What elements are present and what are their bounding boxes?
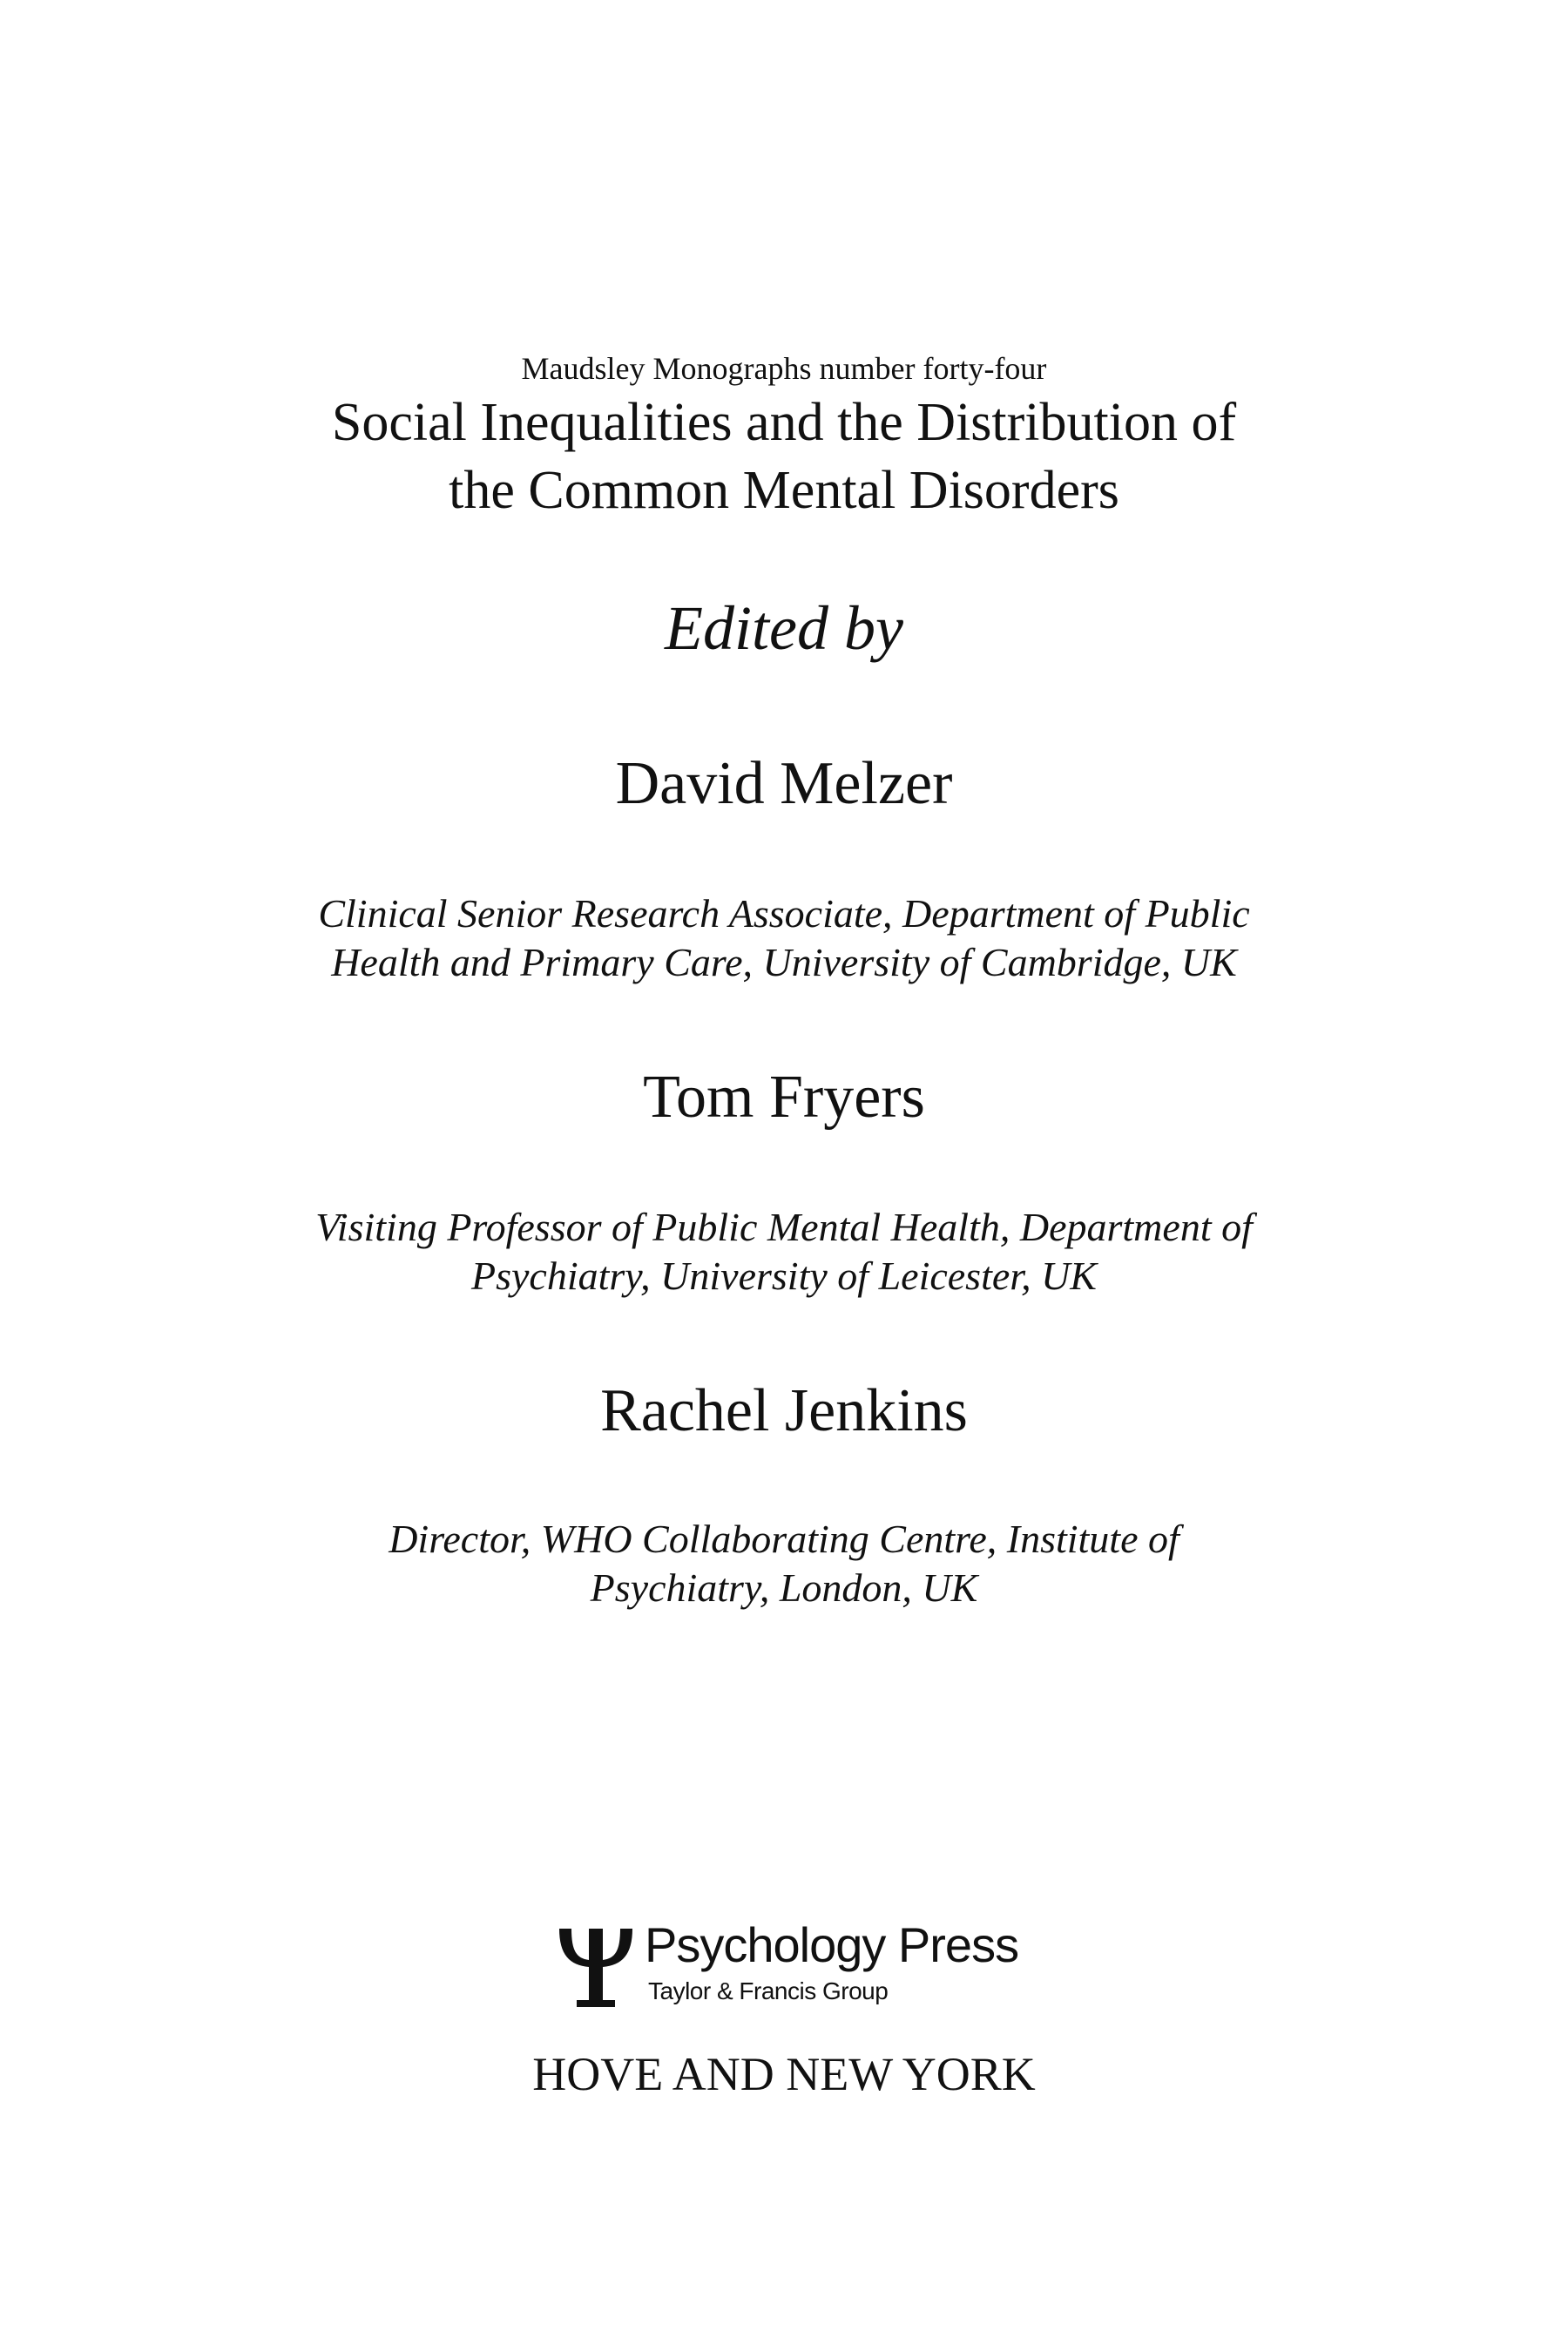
publisher-logo (554, 1916, 1042, 2012)
editor-affiliation-3-line-1: Director, WHO Collaborating Centre, Institute of (389, 1517, 1179, 1561)
book-title-line-1: Social Inequalities and the Distribution of (331, 393, 1237, 452)
editor-name-2: Tom Fryers (643, 1064, 925, 1131)
editor-affiliation-2-line-1: Visiting Professor of Public Mental Health, Department of (315, 1205, 1253, 1249)
editor-affiliation-2-line-2: Psychiatry, University of Leicester, UK (471, 1254, 1097, 1298)
editor-affiliation-1-line-2: Health and Primary Care, University of Cambridge, UK (331, 940, 1237, 984)
editor-affiliation-1-line-1: Clinical Senior Research Associate, Department of Public (318, 891, 1250, 936)
editor-affiliation-3-line-2: Psychiatry, London, UK (590, 1565, 978, 1610)
publisher-name: Psychology Press (645, 1917, 1019, 1972)
publication-place: HOVE AND NEW YORK (532, 2048, 1036, 2100)
series-line: Maudsley Monographs number forty-four (521, 351, 1047, 386)
editor-name-1: David Melzer (615, 750, 953, 817)
publisher-group: Taylor & Francis Group (648, 1977, 889, 2004)
edited-by-label: Edited by (665, 593, 903, 663)
editor-name-3: Rachel Jenkins (600, 1377, 968, 1444)
book-title-line-2: the Common Mental Disorders (449, 461, 1119, 520)
psi-icon (554, 1920, 638, 2011)
